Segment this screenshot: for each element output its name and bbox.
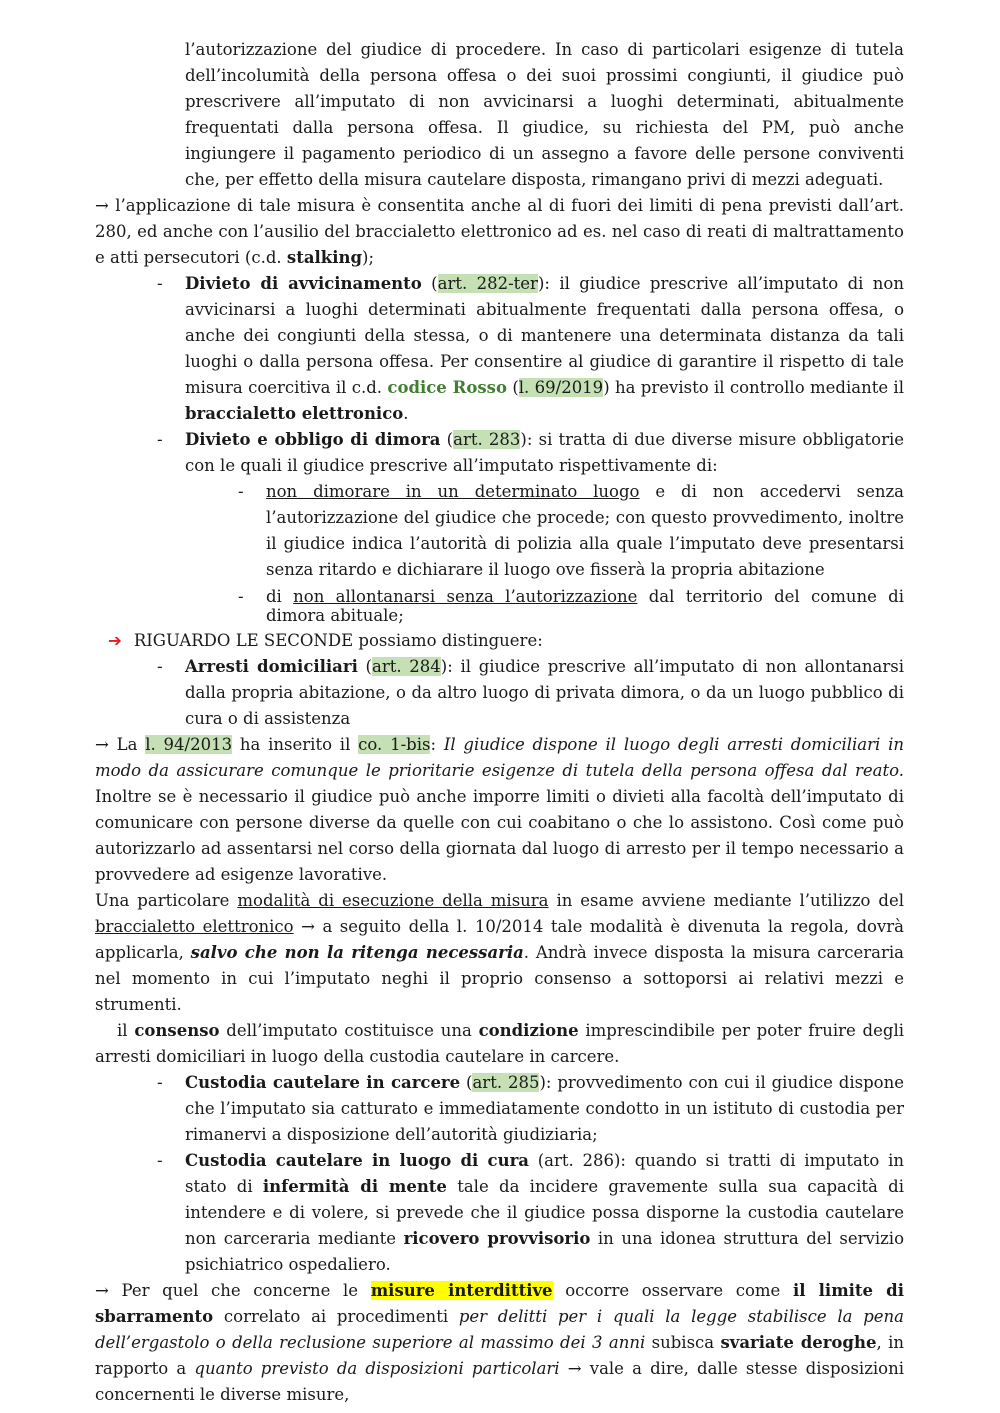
highlight-law: l. 69/2019 [518,378,604,397]
item-title: Divieto di avvicinamento [185,274,422,293]
sub-item-non-allontanarsi: - di non allontanarsi senza l’autorizzazione dal territorio del comune di dimora abituale; [266,587,904,625]
highlight-yellow: misure interdittive [370,1281,553,1300]
item-title: Custodia cautelare in luogo di cura [185,1151,529,1170]
highlight-ref: art. 284 [371,657,441,676]
highlight-ref: art. 285 [472,1073,540,1092]
riguardo-heading: ➔ RIGUARDO LE SECONDE possiamo distinguere: [108,631,543,650]
list-item-arresti-domiciliari: - Arresti domiciliari (art. 284): il giudice prescrive all’imputato di non allontanarsi dalla propria abitazione, o da altro luogo di privata dimora, o da un luogo pubblico di cura o di assistenza [185,654,904,732]
item-title: Custodia cautelare in carcere [185,1073,461,1092]
codice-rosso-link: codice Rosso [387,378,507,397]
highlight-ref: art. 282-ter [437,274,538,293]
list-item-divieto-dimora: - Divieto e obbligo di dimora (art. 283): si tratta di due diverse misure obbligatorie con le quali il giudice prescrive all’imputato rispettivamente di: [185,427,904,479]
stalking-term: stalking [286,248,363,267]
paragraph-misure-interdittive: → Per quel che concerne le misure interdittive occorre osservare come il limite di sbarramento correlato ai procedimenti per delitti per i quali la legge stabilisce la pena dell’ergastolo o della reclusione superiore al massimo dei 3 anni subisca svariate deroghe, in rapporto a quanto previsto da disposizioni particolari → vale a dire, dalle stesse disposizioni concernenti le diverse misure, [95,1281,905,1404]
paragraph-continuation: l’autorizzazione del giudice di procedere. In caso di particolari esigenze di tutela dell’incolumità della persona offesa o dei suoi prossimi congiunti, il giudice può prescrivere all’imputato di non avvicinarsi a luoghi determinati, abitualmente frequentati dalla persona offesa. Il giudice, su richiesta del PM, può anche ingiungere il pagamento periodico di un assegno a favore delle persone conviventi che, per effetto della misura cautelare disposta, rimangano privi di mezzi adeguati. [185,40,904,189]
list-item-custodia-carcere: - Custodia cautelare in carcere (art. 285): provvedimento con cui il giudice dispone che l’imputato sia catturato e immediatamente condotto in un istituto di custodia per rimanervi a disposizione dell’autorità giudiziaria; [185,1070,904,1148]
list-item-custodia-cura: - Custodia cautelare in luogo di cura (art. 286): quando si tratti di imputato in stato di infermità di mente tale da incidere gravemente sulla sua capacità di intendere e di volere, si prevede che il giudice possa disporne la custodia cautelare non carceraria mediante ricovero provvisorio in una idonea struttura del servizio psichiatrico ospedaliero. [185,1148,904,1278]
highlight-ref: art. 283 [453,430,521,449]
paragraph-applicazione: → l’applicazione di tale misura è consentita anche al di fuori dei limiti di pena previsti dall’art. 280, ed anche con l’ausilio del braccialetto elettronico ad es. nel caso di reati di maltrattamento e atti persecutori (c.d. stalking); [95,196,904,267]
sub-item-non-dimorare: - non dimorare in un determinato luogo e di non accedervi senza l’autorizzazione del giudice che procede; con questo provvedimento, inoltre il giudice indica l’autorità di polizia alla quale l’imputato deve presentarsi senza ritardo e dichiarare il luogo ove fisserà la propria abitazione [266,479,904,583]
list-item-divieto-avvicinamento: - Divieto di avvicinamento (art. 282-ter): il giudice prescrive all’imputato di non avvicinarsi a luoghi determinati abitualmente frequentati dalla persona offesa, o anche dei congiunti della stessa, o di mantenere una determinata distanza da tali luoghi o dalla persona offesa. Per consentire al giudice di garantire il rispetto di tale misura coercitiva il c.d. codice Rosso (l. 69/2019) ha previsto il controllo mediante il braccialetto elettronico. [185,271,904,427]
red-arrow-icon: ➔ [108,631,122,650]
item-title: Divieto e obbligo di dimora [185,430,441,449]
paragraph-legge-94-2013: → La l. 94/2013 ha inserito il co. 1-bis: Il giudice dispone il luogo degli arresti domiciliari in modo da assicurare comunque le prioritarie esigenze di tutela della persona offesa dal reato. Inoltre se è necessario il giudice può anche imporre limiti o divieti alla facoltà dell’imputato di comunicare con persone diverse da quelle con cui coabitano o che lo assistono. Così come può autorizzarlo ad assentarsi nel corso della giornata dal luogo di arresto per il tempo necessario a provvedere ad esigenze lavorative. [95,735,904,884]
paragraph-consenso: il consenso dell’imputato costituisce una condizione imprescindibile per poter fruire degli arresti domiciliari in luogo della custodia cautelare in carcere. [95,1021,905,1066]
paragraph-modalita: Una particolare modalità di esecuzione della misura in esame avviene mediante l’utilizzo del braccialetto elettronico → a seguito della l. 10/2014 tale modalità è divenuta la regola, dovrà applicarla, salvo che non la ritenga necessaria. Andrà invece disposta la misura carceraria nel momento in cui l’imputato neghi il proprio consenso a sottoporsi ai relativi mezzi e strumenti. [95,891,904,1014]
highlight-law: l. 94/2013 [145,735,233,754]
item-title: Arresti domiciliari [185,657,358,676]
highlight-comma: co. 1-bis [358,735,431,754]
